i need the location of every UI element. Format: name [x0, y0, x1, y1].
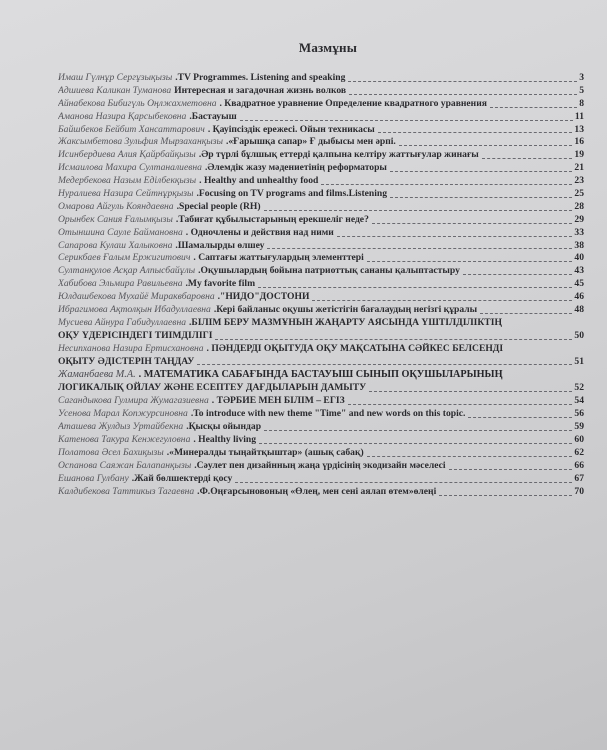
toc-author: Ешанова Гулбану [58, 472, 129, 484]
toc-row [58, 408, 584, 421]
dot-leader [348, 404, 573, 405]
toc-row [58, 98, 584, 111]
toc-topic: .Шамалырды өлшеу [175, 239, 265, 251]
toc-row [58, 395, 584, 408]
toc-row [58, 201, 584, 214]
dot-leader [480, 313, 572, 314]
toc-author: Аташева Жулдыз Уртайбекна [58, 421, 184, 433]
toc-page-number: 50 [574, 329, 584, 341]
toc-page-number: 8 [579, 97, 584, 109]
toc-topic: .Қысқы ойындар [186, 421, 262, 433]
toc-author: Медербекова Назым Еділбекқызы [58, 175, 197, 187]
dot-leader [372, 223, 573, 224]
toc-topic: .Бастауыш [189, 110, 237, 122]
toc-page-number: 25 [574, 188, 584, 199]
toc-page-number: 38 [574, 239, 584, 251]
toc-page-number: 67 [574, 472, 584, 484]
dot-leader [240, 120, 573, 121]
toc-topic: . Healthy living [193, 434, 257, 446]
toc-topic: ."НИДО"ДОСТОНИ [217, 291, 310, 303]
toc-topic-continuation: ОҚУ ҮДЕРІСІНДЕГІ ТИІМДІЛІГІ [58, 329, 213, 341]
toc-row [58, 252, 584, 265]
toc-row [58, 317, 584, 330]
toc-topic: .To introduce with new theme "Time" and new words on this topic. [190, 408, 466, 420]
toc-author: Отыншина Сауле Баймановна [58, 226, 183, 238]
toc-topic: .«Минералды тыңайтқыштар» (ашық сабақ) [166, 446, 364, 458]
toc-topic: .TV Programmes. Listening and speaking [175, 72, 346, 83]
toc-author: Аманова Назира Қарсыбековна [58, 110, 187, 122]
toc-row [58, 175, 584, 188]
toc-page-number: 21 [574, 162, 584, 174]
toc-author: Катенова Такура Кенжегуловна [58, 434, 191, 446]
toc-topic: .Оқушылардың бойына патриоттық сананы қалыптастыру [198, 265, 460, 277]
toc-topic: . ПӘНДЕРДІ ОҚЫТУДА ОҚУ МАҚСАТЫНА СӘЙКЕС БЕЛСЕНДІ [206, 342, 504, 354]
toc-row [58, 434, 584, 447]
toc-topic: .Әр түрлі бұлшық еттерді қалпына келтіру жаттығулар жинағы [198, 149, 479, 161]
toc-topic: . Квадратное уравнение Определение квадратного уравнения [219, 97, 487, 109]
toc-row [58, 421, 584, 434]
toc-author: Мусиева Айнура Габидуллаевна [58, 316, 187, 328]
toc-row-continuation [58, 382, 584, 395]
dot-leader [348, 81, 577, 82]
toc-topic: . Healthy and unhealthy food [199, 175, 319, 187]
toc-page-number: 62 [574, 446, 584, 458]
toc-page-number: 19 [574, 149, 584, 161]
toc-row [58, 486, 584, 499]
toc-row [58, 240, 584, 253]
toc-author: Орынбек Сания Ғалымқызы [58, 213, 173, 225]
dot-leader [449, 469, 573, 470]
toc-page-number: 33 [574, 226, 584, 238]
toc-page-number: 54 [574, 395, 584, 407]
toc-author: Адшиева Каликан Туманова [58, 84, 172, 96]
toc-author: Султанқулов Асқар Алпысбайұлы [58, 265, 196, 277]
dot-leader [390, 171, 572, 172]
dot-leader [468, 417, 572, 418]
toc-author: Исинбердиева Алия Қайрбайқызы [58, 149, 196, 161]
dot-leader [439, 495, 572, 496]
toc-page-number: 13 [574, 123, 584, 135]
page-title: Мазмұны [298, 40, 358, 55]
toc-topic: Интересная и загадочная жизнь волков [174, 84, 347, 96]
toc-page-number: 23 [574, 175, 584, 187]
toc-author: Юлдашбекова Мухайё Мираквбаровна [58, 291, 215, 303]
toc-row [58, 227, 584, 240]
dot-leader [399, 145, 573, 146]
toc-topic: . Қауіпсіздік ережесі. Ойын техникасы [207, 123, 375, 135]
dot-leader [463, 274, 573, 275]
toc-author: Калдибекова Таттикыз Тагаевна [58, 485, 195, 497]
toc-page-number: 46 [574, 291, 584, 303]
toc-topic: .Кері байланыс оқушы жетістігін бағалаудың негізгі құралы [213, 304, 478, 316]
toc-topic: .«Ғарышқа сапар» Ғ дыбысы мен әрпі. [225, 136, 396, 148]
dot-leader [378, 132, 573, 133]
toc-page-number: 70 [574, 485, 584, 497]
toc-topic: .My favorite film [185, 278, 256, 290]
toc-page-number: 45 [574, 278, 584, 290]
toc-author: Нуралиева Назира Сейтнұрқызы [58, 188, 194, 199]
toc-author: Сапарова Кулаш Халыковна [58, 239, 173, 251]
dot-leader [259, 443, 572, 444]
dot-leader [321, 184, 572, 185]
toc-topic: . ТӘРБИЕ МЕН БІЛІМ – ЕГІЗ [211, 395, 345, 407]
toc-page-number: 11 [574, 110, 584, 122]
toc-page-number: 40 [574, 252, 584, 264]
toc-topic: .Әлемдік жазу мәдениетінің реформаторы [204, 162, 387, 174]
toc-page-number: 60 [574, 434, 584, 446]
toc-page-number: 16 [574, 136, 584, 148]
toc-row-continuation [58, 356, 584, 369]
toc-author: Исмаилова Махира Султаналиевна [58, 162, 202, 174]
toc-author: Усенова Марал Копжурсиновна [58, 408, 188, 420]
toc-author: Оспанова Саяжан Балапанқызы [58, 459, 192, 471]
toc-topic: .БІЛІМ БЕРУ МАЗМҰНЫН ЖАҢАРТУ АЯСЫНДА ҮШТІЛДІЛІКТІҢ [189, 316, 502, 328]
toc-row [58, 124, 584, 137]
toc-topic: . МАТЕМАТИКА САБАҒЫНДА БАСТАУЫШ СЫНЫП ОҚУШЫЛАРЫНЫҢ [138, 369, 503, 381]
toc-author: Айнабекова Бибигүль Оңлжахметовна [58, 97, 217, 109]
toc-topic: .Focusing on TV programs and films.Listening [196, 188, 388, 199]
dot-leader [390, 197, 572, 198]
toc-row [58, 188, 584, 201]
dot-leader [367, 456, 573, 457]
toc-topic: . Одночлены и действия над ними [185, 226, 334, 238]
toc-page-number: 51 [574, 355, 584, 367]
dot-leader [235, 482, 572, 483]
toc-page-number: 29 [574, 213, 584, 225]
toc-row [58, 265, 584, 278]
dot-leader [337, 236, 573, 237]
toc-author: Сагандыкова Гулмира Жумагазиевна [58, 395, 209, 407]
toc-row [58, 473, 584, 486]
toc-topic-continuation: ОҚЫТУ ӘДІСТЕРІН ТАҢДАУ [58, 355, 195, 367]
toc-row [58, 85, 584, 98]
toc-author: Хабибова Эльмира Равильевна [58, 278, 183, 290]
toc-author: Омарова Айгуль Кояндаевна [58, 200, 174, 212]
toc-row [58, 368, 584, 382]
toc-topic: .Табиғат құбылыстарының ерекшеліг неде? [175, 213, 369, 225]
toc-author: Жаксымбетова Зульфия Мырзаханқызы [58, 136, 223, 148]
toc-topic: .Сәулет пен дизайнның жаңа үрдісінің экодизайн мәселесі [194, 459, 446, 471]
toc-author: Имаш Гүлнұр Сергұзықызы [58, 72, 173, 83]
toc-row [58, 214, 584, 227]
toc-row [58, 162, 584, 175]
toc-page-number: 5 [579, 84, 584, 96]
dot-leader [367, 261, 573, 262]
dot-leader [264, 210, 573, 211]
toc-topic: .Ф.Оңғарсыновоның «Өлең, мен сені аялап өтем»өлеңі [197, 485, 437, 497]
toc-page-number: 28 [574, 200, 584, 212]
toc-row [58, 291, 584, 304]
toc-author: Несипханова Назира Ертисхановна [58, 342, 204, 354]
toc-row [58, 447, 584, 460]
table-of-contents [58, 72, 584, 499]
toc-page-number: 43 [574, 265, 584, 277]
toc-row [58, 111, 584, 124]
dot-leader [197, 364, 572, 365]
dot-leader [264, 430, 572, 431]
toc-page-number: 48 [574, 304, 584, 316]
dot-leader [267, 248, 572, 249]
dot-leader [490, 107, 577, 108]
toc-page-number: 52 [574, 382, 584, 394]
toc-topic-continuation: ЛОГИКАЛЫҚ ОЙЛАУ ЖӘНЕ ЕСЕПТЕУ ДАҒДЫЛАРЫН ДАМЫТУ [58, 382, 367, 394]
toc-row [58, 136, 584, 149]
toc-page-number: 56 [574, 408, 584, 420]
toc-author: Байшбеков Бейбит Хансаттарович [58, 123, 205, 135]
document-page [58, 36, 598, 736]
toc-page-number: 59 [574, 421, 584, 433]
dot-leader [215, 339, 572, 340]
toc-row-continuation [58, 330, 584, 343]
toc-author: Жаманбаева М.А. [58, 369, 136, 381]
dot-leader [349, 94, 577, 95]
toc-topic: .Special people (RH) [176, 200, 261, 212]
toc-row [58, 343, 584, 356]
toc-author: Полатова Әсел Бахиқызы [58, 446, 164, 458]
toc-topic: . Саптағы жаттығулардың элементтері [193, 252, 364, 264]
dot-leader [482, 158, 573, 159]
toc-page-number: 66 [574, 459, 584, 471]
toc-author: Ибрагимова Ақтолқын Ибадуллаевна [58, 304, 211, 316]
toc-author: Серикбаев Ғалым Ержигитович [58, 252, 191, 264]
toc-row [58, 304, 584, 317]
dot-leader [312, 300, 572, 301]
toc-row [58, 149, 584, 162]
dot-leader [369, 391, 572, 392]
toc-page-number: 3 [579, 72, 584, 83]
toc-topic: .Жай бөлшектерді қосу [131, 472, 233, 484]
toc-row [58, 278, 584, 291]
toc-row [58, 72, 584, 85]
dot-leader [258, 287, 572, 288]
toc-row [58, 460, 584, 473]
